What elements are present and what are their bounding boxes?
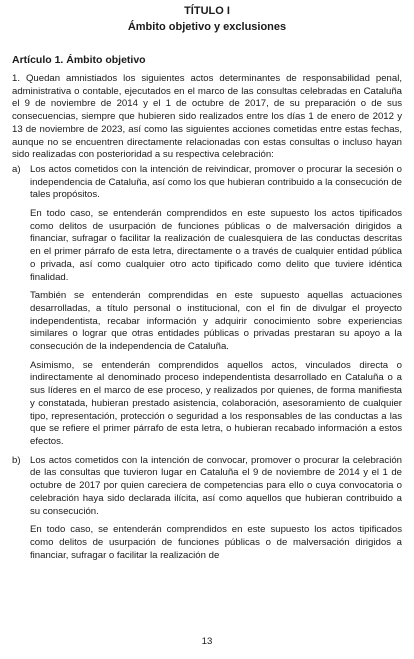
paragraph: En todo caso, se entenderán comprendidos en este supuesto los actos tipificados como delitos de usurpación de funciones públicas o de malversación dirigidos a financiar, sufragar o facilitar la realización de cualesquiera de las conductas descritas en el primer párrafo de esta letra, directamente o a través de cualquier entidad pública o privada, así como cualquier otro acto tipificado como delito que tuviere idéntica finalidad. xyxy=(30,208,402,283)
list-marker: b) xyxy=(12,454,21,466)
paragraph: También se entenderán comprendidas en este supuesto aquellas actuaciones desarrolladas, a título personal o institucional, con el fin de divulgar el proyecto independentista, recabar información y adquirir conocimiento sobre experiencias similares o lograr que otras entidades públicas o privadas prestaran su apoyo a la consecución de la independencia de Cataluña. xyxy=(30,290,402,353)
paragraph: Los actos cometidos con la intención de convocar, promover o procurar la celebración de las consultas que tuvieron lugar en Cataluña el 9 de noviembre de 2014 y el 1 de octubre de 2017 por quien careciera de competencias para ello o cuya convocatoria o celebración haya sido declarada ilícita, así como aquellos que hubieran contribuido a su consecución. xyxy=(30,454,402,517)
article-intro-paragraph: 1. Quedan amnistiados los siguientes actos determinantes de responsabilidad penal, administrativa o contable, ejecutados en el marco de las consultas celebradas en Cataluña el 9 de noviembre de 2014 y el 1 de octubre de 2017, de su preparación o de sus consecuencias, siempre que hubieren sido realizados entre los días 1 de enero de 2012 y 13 de noviembre de 2023, así como las siguientes acciones cometidas entre estas fechas, aunque no se encuentren directamente relacionadas con estas consultas o incluso hayan sido realizadas con posterioridad a su respectiva celebración: xyxy=(12,73,402,161)
title-block xyxy=(0,3,414,35)
paragraph: En todo caso, se entenderán comprendidos en este supuesto los actos tipificados como delitos de usurpación de funciones públicas o de malversación dirigidos a financiar, sufragar o facilitar la realización de xyxy=(30,524,402,561)
list-item-b xyxy=(12,455,402,563)
list-marker: a) xyxy=(12,163,21,175)
section-title: TÍTULO I xyxy=(184,5,230,17)
list-item-content xyxy=(30,164,402,449)
paragraph: Los actos cometidos con la intención de reivindicar, promover o procurar la secesión o independencia de Cataluña, así como los que hubieran contribuido a la consecución de tales propósitos. xyxy=(30,163,402,201)
list-item-content xyxy=(30,455,402,563)
list-item-a xyxy=(12,164,402,449)
paragraph: Asimismo, se entenderán comprendidos aquellos actos, vinculados directa o indirectamente al denominado proceso independentista desarrollado en Cataluña o a sus líderes en el marco de ese proceso, y realizados por quienes, de forma manifiesta y constatada, hubieran prestado asistencia, colaboración, asesoramiento de cualquier tipo, representación, protección o seguridad a los responsables de las conductas a las que se refiere el primer párrafo de esta letra, o hubieran recabado información a estos efectos. xyxy=(30,359,402,447)
page-number: 13 xyxy=(201,636,213,647)
article-body xyxy=(12,73,402,562)
article-heading: Artículo 1. Ámbito objetivo xyxy=(12,54,146,66)
section-subtitle: Ámbito objetivo y exclusiones xyxy=(127,21,287,33)
